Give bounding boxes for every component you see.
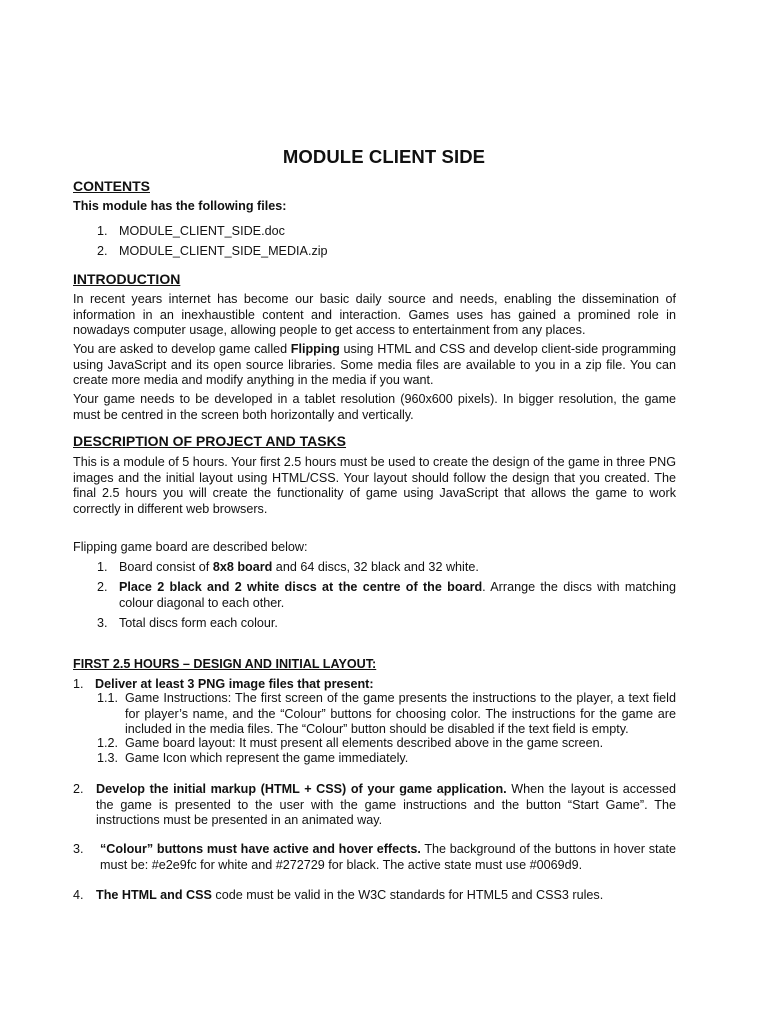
task-3: 3. “Colour” buttons must have active and hover effects. The background of the buttons in hover state must be: #e2e9fc for white and #272729 for black. The active state must use #0069d9.	[73, 842, 676, 872]
description-paragraph-2: Flipping game board are described below:	[73, 540, 308, 554]
file-list-item: 2. MODULE_CLIENT_SIDE_MEDIA.zip	[97, 244, 328, 258]
board-list-item: 2. Place 2 black and 2 white discs at the centre of the board. Arrange the discs with matching colour diagonal to each other.	[97, 580, 676, 610]
board-list-item: 1. Board consist of 8x8 board and 64 discs, 32 black and 32 white.	[97, 560, 479, 574]
file-list-item: 1. MODULE_CLIENT_SIDE.doc	[97, 224, 285, 238]
board-list-item: 3. Total discs form each colour.	[97, 616, 278, 630]
subtask: 1.3. Game Icon which represent the game immediately.	[97, 751, 409, 765]
subtask: 1.2. Game board layout: It must present all elements described above in the game screen.	[97, 736, 604, 750]
task-2: 2. Develop the initial markup (HTML + CSS) of your game application. When the layout is accessed the game is presented to the user with the game instructions and the button “Start Game”. The instructions must be presented in an animated way.	[73, 782, 676, 827]
description-paragraph-1: This is a module of 5 hours. Your first 2.5 hours must be used to create the design of the game in three PNG images and the initial layout using HTML/CSS. Your layout should follow the design that you created. The final 2.5 hours you will create the functionality of game using JavaScript that allows the game to work correctly in different web browsers.	[73, 455, 676, 516]
intro-paragraph-3: Your game needs to be developed in a tablet resolution (960x600 pixels). In bigger resolution, the game must be centred in the screen both horizontally and vertically.	[73, 392, 676, 422]
intro-paragraph-1: In recent years internet has become our basic daily source and needs, enabling the dissemination of information in an inexhaustible content and interaction. Games uses has gained a promined role in nowadays computer usage, allowing people to get access to entertainment from any places.	[73, 292, 676, 337]
first-hours-heading: FIRST 2.5 HOURS – DESIGN AND INITIAL LAYOUT:	[73, 657, 377, 671]
subtask: 1.1. Game Instructions: The first screen of the game presents the instructions to the player, a text field for player’s name, and the “Colour” buttons for choosing color. The instructions for the game are included in the media files. The “Colour” button should be disabled if the text field is empty.	[97, 691, 676, 736]
page-title: MODULE CLIENT SIDE	[282, 146, 486, 167]
task-4: 4. The HTML and CSS code must be valid in the W3C standards for HTML5 and CSS3 rules.	[73, 888, 604, 902]
contents-intro: This module has the following files:	[73, 199, 287, 213]
task-1: 1. Deliver at least 3 PNG image files that present:	[73, 677, 374, 691]
contents-heading: CONTENTS	[73, 178, 150, 194]
introduction-heading: INTRODUCTION	[73, 271, 181, 287]
description-heading: DESCRIPTION OF PROJECT AND TASKS	[73, 433, 347, 449]
intro-paragraph-2: You are asked to develop game called Flipping using HTML and CSS and develop client-side programming using JavaScript and its open source libraries. Some media files are available to you in a zip file. You can create more media and modify anything in the media if you want.	[73, 342, 676, 387]
